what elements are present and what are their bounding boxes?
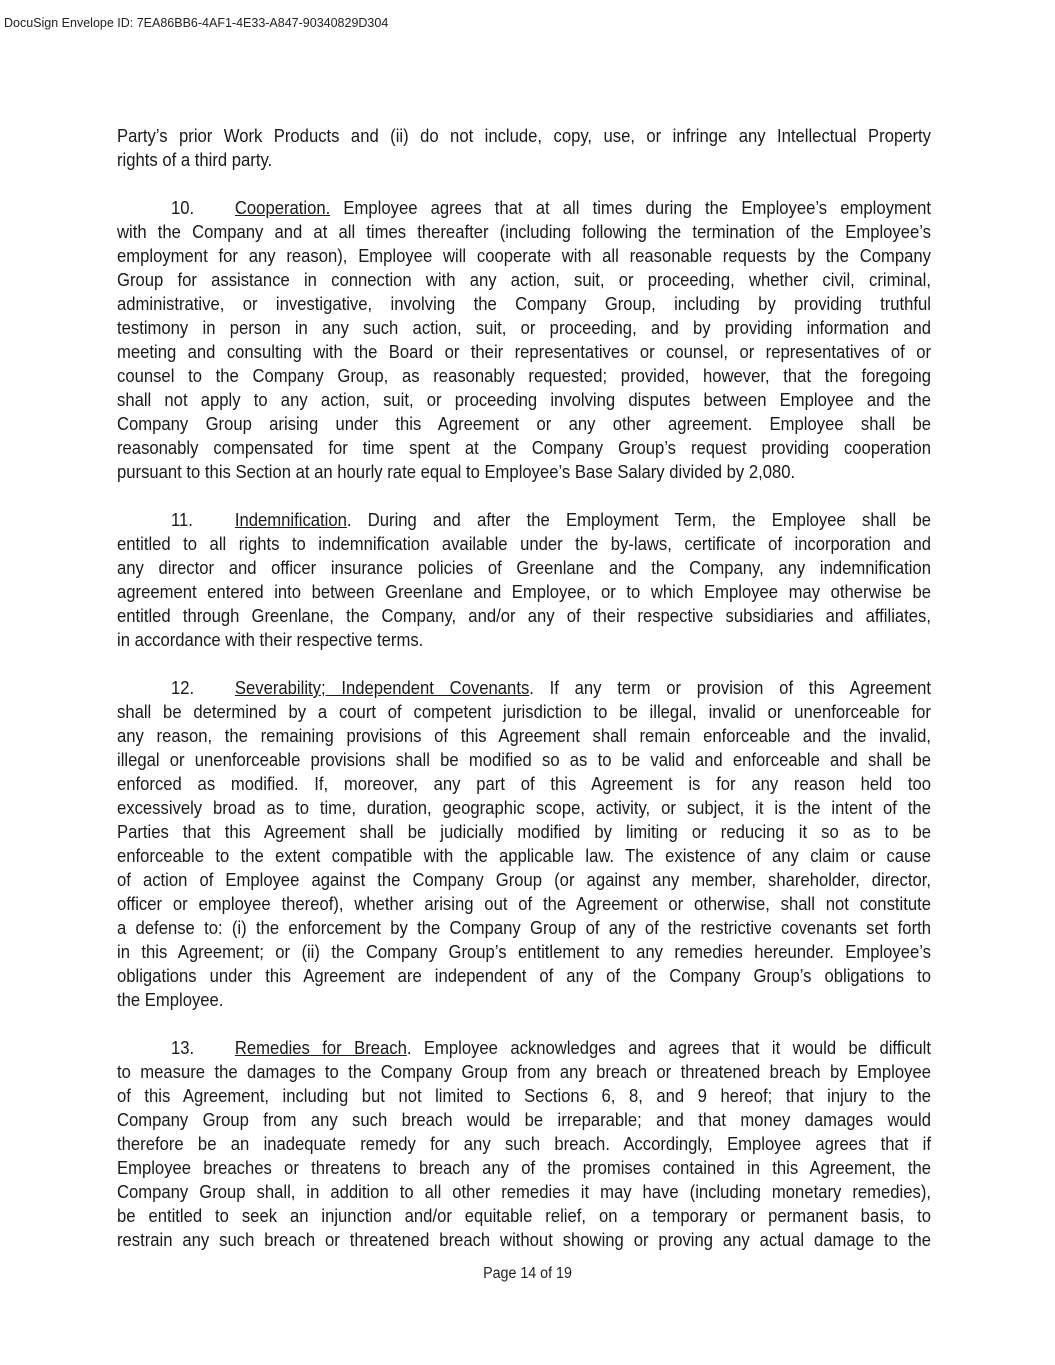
line-text: entitled to all rights to indemnification available under the by-laws, certificate of incorporation and	[117, 533, 931, 554]
section-13-line	[117, 1156, 931, 1180]
line-text: officer or employee thereof), whether arising out of the Agreement or otherwise, shall not constitute	[117, 893, 931, 914]
section-10-line	[117, 220, 931, 244]
section-first-line	[117, 1037, 931, 1058]
section-13-line	[117, 1228, 931, 1252]
section-number: 13.	[171, 1037, 195, 1058]
section-13-line	[117, 1132, 931, 1156]
line-text: entitled through Greenlane, the Company, and/or any of their respective subsidiaries and affiliates,	[117, 605, 931, 626]
line-text: the Employee.	[117, 989, 224, 1010]
section-first-line	[117, 677, 931, 698]
section-10-line	[117, 292, 931, 316]
line-text: Group for assistance in connection with any action, suit, or proceeding, whether civil, criminal,	[117, 269, 931, 290]
line-text: pursuant to this Section at an hourly rate equal to Employee’s Base Salary divided by 2,080.	[117, 461, 796, 482]
section-12-line	[117, 892, 931, 916]
section-10-line	[117, 268, 931, 292]
line-text: reasonably compensated for time spent at the Company Group’s request providing cooperation	[117, 437, 931, 458]
section-11-line	[117, 580, 931, 604]
line-text: meeting and consulting with the Board or their representatives or counsel, or representatives of or	[117, 341, 931, 362]
section-12-line	[117, 724, 931, 748]
line-text: counsel to the Company Group, as reasonably requested; provided, however, that the foregoing	[117, 365, 931, 386]
section-11-line	[117, 508, 931, 532]
section-10-line	[117, 196, 931, 220]
line-text: Party’s prior Work Products and (ii) do not include, copy, use, or infringe any Intellectual Property	[117, 125, 931, 146]
line-text: therefore be an inadequate remedy for any such breach. Accordingly, Employee agrees that if	[117, 1133, 931, 1154]
line-text: shall be determined by a court of competent jurisdiction to be illegal, invalid or unenforceable for	[117, 701, 931, 722]
section-13-line	[117, 1204, 931, 1228]
line-text: in accordance with their respective terms.	[117, 629, 424, 650]
section-heading: Remedies for Breach	[234, 1037, 407, 1058]
section-12-line	[117, 772, 931, 796]
section-first-line	[117, 509, 931, 530]
line-text: administrative, or investigative, involving the Company Group, including by providing truthful	[117, 293, 931, 314]
section-10-line	[117, 364, 931, 388]
section-12-line	[117, 988, 931, 1012]
section-12-line	[117, 820, 931, 844]
continuation-line	[117, 124, 931, 148]
section-number: 12.	[171, 677, 195, 698]
section-first-line-text: Employee agrees that at all times during the Employee’s employment	[330, 197, 931, 218]
line-text: with the Company and at all times thereafter (including following the termination of the Employee’s	[117, 221, 931, 242]
line-text: be entitled to seek an injunction and/or equitable relief, on a temporary or permanent basis, to	[117, 1205, 931, 1226]
section-12-line	[117, 676, 931, 700]
section-10-line	[117, 316, 931, 340]
section-12-line	[117, 964, 931, 988]
section-10-line	[117, 244, 931, 268]
line-text: testimony in person in any such action, suit, or proceeding, and by providing information and	[117, 317, 931, 338]
section-10-line	[117, 340, 931, 364]
line-text: any reason, the remaining provisions of this Agreement shall remain enforceable and the invalid,	[117, 725, 931, 746]
line-text: in this Agreement; or (ii) the Company Group’s entitlement to any remedies hereunder. Employee’s	[117, 941, 931, 962]
line-text: Employee breaches or threatens to breach any of the promises contained in this Agreement, the	[117, 1157, 931, 1178]
section-12-line	[117, 916, 931, 940]
page-number: Page 14 of 19	[483, 1265, 572, 1282]
line-text: shall not apply to any action, suit, or proceeding involving disputes between Employee and the	[117, 389, 931, 410]
section-12-line	[117, 700, 931, 724]
line-text: enforceable to the extent compatible with the applicable law. The existence of any claim or cause	[117, 845, 931, 866]
section-first-line	[117, 197, 931, 218]
line-text: illegal or unenforceable provisions shall be modified so as to be valid and enforceable and shall be	[117, 749, 931, 770]
line-text: to measure the damages to the Company Group from any breach or threatened breach by Employee	[117, 1061, 931, 1082]
section-10-line	[117, 460, 931, 484]
line-text: Parties that this Agreement shall be judicially modified by limiting or reducing it so as to be	[117, 821, 931, 842]
section-number: 10.	[171, 197, 195, 218]
section-11-line	[117, 532, 931, 556]
line-text: employment for any reason), Employee will cooperate with all reasonable requests by the Company	[117, 245, 931, 266]
section-11-line	[117, 556, 931, 580]
section-13-line	[117, 1180, 931, 1204]
section-11-line	[117, 604, 931, 628]
section-heading: Cooperation.	[234, 197, 331, 218]
section-first-line-text: . Employee acknowledges and agrees that it would be difficult	[406, 1037, 931, 1058]
line-text: of action of Employee against the Company Group (or against any member, shareholder, director,	[117, 869, 931, 890]
line-text: rights of a third party.	[117, 149, 273, 170]
section-13-line	[117, 1084, 931, 1108]
section-12-line	[117, 748, 931, 772]
line-text: Company Group from any such breach would be irreparable; and that money damages would	[117, 1109, 931, 1130]
line-text: enforced as modified. If, moreover, any part of this Agreement is for any reason held too	[117, 773, 931, 794]
section-12-line	[117, 796, 931, 820]
section-number: 11.	[171, 509, 193, 530]
section-first-line-text: . If any term or provision of this Agreement	[529, 677, 931, 698]
continuation-line	[117, 148, 931, 172]
line-text: Company Group shall, in addition to all other remedies it may have (including monetary remedies),	[117, 1181, 931, 1202]
line-text: excessively broad as to time, duration, geographic scope, activity, or subject, it is the intent of the	[117, 797, 931, 818]
line-text: agreement entered into between Greenlane and Employee, or to which Employee may otherwise be	[117, 581, 931, 602]
line-text: restrain any such breach or threatened breach without showing or proving any actual damage to the	[117, 1229, 931, 1250]
line-text: any director and officer insurance policies of Greenlane and the Company, any indemnification	[117, 557, 931, 578]
section-heading: Indemnification	[234, 509, 347, 530]
section-12-line	[117, 868, 931, 892]
section-heading: Severability; Independent Covenants	[234, 677, 530, 698]
section-11-line	[117, 628, 931, 652]
line-text: obligations under this Agreement are independent of any of the Company Group’s obligations to	[117, 965, 931, 986]
section-10-line	[117, 388, 931, 412]
line-text: a defense to: (i) the enforcement by the Company Group of any of the restrictive covenants set forth	[117, 917, 931, 938]
section-13-line	[117, 1060, 931, 1084]
section-first-line-text: . During and after the Employment Term, the Employee shall be	[346, 509, 931, 530]
section-10-line	[117, 436, 931, 460]
line-text: Company Group arising under this Agreement or any other agreement. Employee shall be	[117, 413, 931, 434]
section-12-line	[117, 844, 931, 868]
section-12-line	[117, 940, 931, 964]
section-13-line	[117, 1036, 931, 1060]
section-10-line	[117, 412, 931, 436]
line-text: of this Agreement, including but not limited to Sections 6, 8, and 9 hereof; that injury to the	[117, 1085, 931, 1106]
section-13-line	[117, 1108, 931, 1132]
docusign-envelope-id: DocuSign Envelope ID: 7EA86BB6-4AF1-4E33-A847-90340829D304	[4, 16, 389, 30]
